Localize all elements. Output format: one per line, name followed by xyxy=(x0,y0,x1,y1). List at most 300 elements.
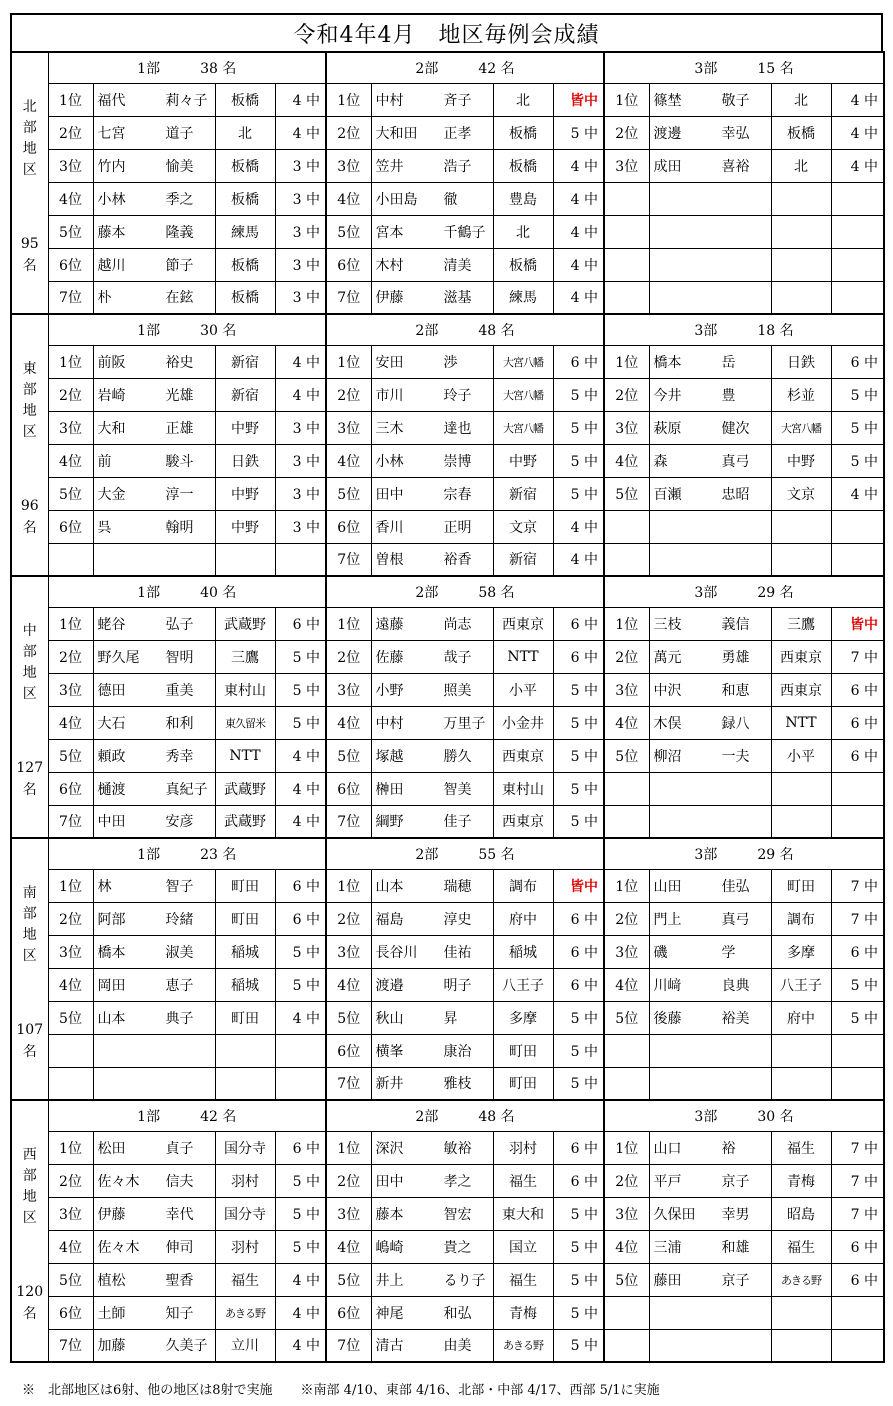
district-total-part: 107 xyxy=(16,1022,44,1038)
name-cell xyxy=(371,1329,493,1362)
rank-cell xyxy=(604,215,649,248)
score-cell: 4 中 xyxy=(831,83,884,116)
rank-cell: 7位 xyxy=(326,1067,371,1100)
table-row xyxy=(11,902,884,935)
club-cell xyxy=(771,1034,831,1067)
name-cell xyxy=(93,1131,215,1164)
given-name: 和弘 xyxy=(443,1305,472,1322)
club-cell: 福生 xyxy=(771,1131,831,1164)
rank-cell: 4位 xyxy=(326,706,371,739)
results-sheet xyxy=(10,13,883,1363)
given-name: 玲緒 xyxy=(165,911,194,928)
name-cell xyxy=(649,182,771,215)
given-name: 智明 xyxy=(165,649,194,666)
surname: 後藤 xyxy=(653,1010,682,1027)
club-cell: 大宮八幡 xyxy=(493,345,553,378)
table-row xyxy=(11,1296,884,1329)
surname: 綱野 xyxy=(375,814,404,831)
given-name: 淳史 xyxy=(443,911,472,928)
name-cell xyxy=(93,477,215,510)
score-cell xyxy=(831,1067,884,1100)
given-name: 宗春 xyxy=(443,486,472,503)
score-cell: 7 中 xyxy=(831,1164,884,1197)
district-total-part: 名 xyxy=(22,782,37,798)
given-name: 秀幸 xyxy=(165,748,194,765)
score-cell: 3 中 xyxy=(275,510,326,543)
name-cell xyxy=(371,1296,493,1329)
division-count: 48 名 xyxy=(478,322,515,339)
table-row xyxy=(11,1329,884,1362)
given-name: 智子 xyxy=(165,878,194,895)
score-cell: 6 中 xyxy=(275,902,326,935)
surname: 山本 xyxy=(97,1010,126,1027)
given-name: 滋基 xyxy=(443,290,472,307)
rank-cell: 2位 xyxy=(604,378,649,411)
score-cell: 5 中 xyxy=(275,640,326,673)
surname: 松田 xyxy=(97,1140,126,1157)
club-cell: 福生 xyxy=(215,1263,275,1296)
score-cell: 4 中 xyxy=(553,182,604,215)
rank-cell xyxy=(604,182,649,215)
club-cell xyxy=(771,215,831,248)
score-cell: 4 中 xyxy=(275,1263,326,1296)
district-name-char: 地 xyxy=(22,141,37,157)
name-cell xyxy=(649,607,771,640)
name-cell xyxy=(649,378,771,411)
rank-cell: 3位 xyxy=(604,935,649,968)
name-cell xyxy=(93,1001,215,1034)
score-cell: 4 中 xyxy=(275,116,326,149)
club-cell: 文京 xyxy=(771,477,831,510)
name-cell xyxy=(371,805,493,838)
name-cell xyxy=(649,902,771,935)
given-name: 雅枝 xyxy=(443,1076,472,1093)
rank-cell: 1位 xyxy=(604,607,649,640)
surname: 中村 xyxy=(375,92,404,109)
rank-cell: 5位 xyxy=(326,215,371,248)
given-name: 道子 xyxy=(165,125,194,142)
surname: 樋渡 xyxy=(97,781,126,798)
name-cell xyxy=(649,1034,771,1067)
given-name: 久美子 xyxy=(165,1338,208,1355)
rank-cell: 5位 xyxy=(326,477,371,510)
given-name: 照美 xyxy=(443,682,472,699)
club-cell: あきる野 xyxy=(493,1329,553,1362)
club-cell xyxy=(771,543,831,576)
club-cell: 板橋 xyxy=(215,248,275,281)
rank-cell: 2位 xyxy=(48,902,93,935)
club-cell: 武蔵野 xyxy=(215,805,275,838)
given-name: 正明 xyxy=(443,519,472,536)
table-row xyxy=(11,935,884,968)
surname: 藤本 xyxy=(375,1206,404,1223)
rank-cell xyxy=(604,281,649,314)
division-header xyxy=(48,1100,326,1131)
surname: 藤田 xyxy=(653,1272,682,1289)
given-name: 崇博 xyxy=(443,453,472,470)
club-cell xyxy=(771,281,831,314)
rank-cell: 2位 xyxy=(326,116,371,149)
score-cell: 4 中 xyxy=(831,477,884,510)
score-cell xyxy=(831,248,884,281)
club-cell: 町田 xyxy=(215,1001,275,1034)
division-count: 58 名 xyxy=(478,584,515,601)
district-name-char: 中 xyxy=(22,623,37,639)
rank-cell: 2位 xyxy=(326,378,371,411)
club-cell: 小平 xyxy=(771,739,831,772)
given-name: 知子 xyxy=(165,1305,194,1322)
table-row xyxy=(11,149,884,182)
club-cell xyxy=(771,182,831,215)
club-cell: 日鉄 xyxy=(771,345,831,378)
surname: 野久尾 xyxy=(97,649,140,666)
given-name: 裕 xyxy=(721,1140,736,1157)
district-total-part: 127 xyxy=(16,760,44,776)
given-name: 京子 xyxy=(721,1272,750,1289)
division-label: 1部 xyxy=(137,584,161,601)
score-cell xyxy=(831,543,884,576)
rank-cell: 5位 xyxy=(326,1001,371,1034)
division-count: 30 名 xyxy=(757,1108,794,1125)
surname: 大金 xyxy=(97,486,126,503)
division-header xyxy=(48,52,326,83)
given-name: 恵子 xyxy=(165,977,194,994)
surname: 阿部 xyxy=(97,911,126,928)
name-cell xyxy=(649,968,771,1001)
score-cell: 5 中 xyxy=(553,1001,604,1034)
club-cell: 町田 xyxy=(493,1034,553,1067)
given-name: 翰明 xyxy=(165,519,194,536)
table-row xyxy=(11,83,884,116)
club-cell: 福生 xyxy=(493,1164,553,1197)
name-cell xyxy=(93,1067,215,1100)
name-cell xyxy=(649,640,771,673)
rank-cell: 3位 xyxy=(604,149,649,182)
division-label: 1部 xyxy=(137,846,161,863)
name-cell xyxy=(93,739,215,772)
division-count: 29 名 xyxy=(757,584,794,601)
given-name: 愉美 xyxy=(165,158,194,175)
club-cell xyxy=(771,248,831,281)
name-cell xyxy=(371,607,493,640)
score-cell: 5 中 xyxy=(831,968,884,1001)
surname: 林 xyxy=(97,878,112,895)
rank-cell: 6位 xyxy=(326,510,371,543)
rank-cell: 7位 xyxy=(326,543,371,576)
name-cell xyxy=(93,345,215,378)
rank-cell: 4位 xyxy=(48,444,93,477)
division-header xyxy=(326,314,604,345)
surname: 中沢 xyxy=(653,682,682,699)
rank-cell xyxy=(604,1034,649,1067)
score-cell: 4 中 xyxy=(275,345,326,378)
surname: 竹内 xyxy=(97,158,126,175)
rank-cell: 4位 xyxy=(326,968,371,1001)
club-cell: 板橋 xyxy=(493,116,553,149)
club-cell: 板橋 xyxy=(215,83,275,116)
district-total-part: 名 xyxy=(22,1044,37,1060)
club-cell: 府中 xyxy=(493,902,553,935)
given-name: 豊 xyxy=(721,387,736,404)
table-row xyxy=(11,1197,884,1230)
rank-cell xyxy=(48,1034,93,1067)
name-cell xyxy=(371,706,493,739)
rank-cell: 5位 xyxy=(326,739,371,772)
surname: 七宮 xyxy=(97,125,126,142)
given-name: 敬子 xyxy=(721,92,750,109)
name-cell xyxy=(649,444,771,477)
given-name: 忠昭 xyxy=(721,486,750,503)
rank-cell: 5位 xyxy=(48,739,93,772)
name-cell xyxy=(371,345,493,378)
score-cell: 6 中 xyxy=(831,345,884,378)
name-cell xyxy=(93,1329,215,1362)
name-cell xyxy=(649,83,771,116)
rank-cell: 5位 xyxy=(604,477,649,510)
given-name: 典子 xyxy=(165,1010,194,1027)
division-count: 48 名 xyxy=(478,1108,515,1125)
rank-cell: 3位 xyxy=(326,1197,371,1230)
district-total-part: 95 xyxy=(20,236,39,252)
score-cell: 5 中 xyxy=(275,935,326,968)
club-cell: 豊島 xyxy=(493,182,553,215)
score-cell: 6 中 xyxy=(275,1131,326,1164)
rank-cell: 4位 xyxy=(326,182,371,215)
rank-cell: 1位 xyxy=(604,345,649,378)
given-name: 勇雄 xyxy=(721,649,750,666)
name-cell xyxy=(371,215,493,248)
given-name: 淳一 xyxy=(165,486,194,503)
club-cell: 西東京 xyxy=(771,673,831,706)
score-cell xyxy=(831,805,884,838)
club-cell xyxy=(771,805,831,838)
rank-cell xyxy=(604,1329,649,1362)
given-name: 康治 xyxy=(443,1043,472,1060)
name-cell xyxy=(93,1034,215,1067)
surname: 久保田 xyxy=(653,1206,696,1223)
division-label: 2部 xyxy=(415,322,439,339)
surname: 土師 xyxy=(97,1305,126,1322)
table-row xyxy=(11,182,884,215)
score-cell: 7 中 xyxy=(831,640,884,673)
club-cell: 大宮八幡 xyxy=(493,378,553,411)
surname: 佐々木 xyxy=(97,1173,140,1190)
score-cell: 5 中 xyxy=(275,1164,326,1197)
table-row xyxy=(11,1067,884,1100)
rank-cell: 6位 xyxy=(326,772,371,805)
district-name-char: 区 xyxy=(22,686,37,702)
name-cell xyxy=(93,706,215,739)
surname: 宮本 xyxy=(375,224,404,241)
club-cell: 福生 xyxy=(771,1230,831,1263)
score-cell xyxy=(831,1296,884,1329)
rank-cell xyxy=(604,543,649,576)
name-cell xyxy=(649,510,771,543)
club-cell: 福生 xyxy=(493,1263,553,1296)
name-cell xyxy=(649,805,771,838)
surname: 渡邊 xyxy=(653,125,682,142)
rank-cell: 5位 xyxy=(48,1263,93,1296)
given-name: 在鉉 xyxy=(165,290,194,307)
name-cell xyxy=(93,510,215,543)
rank-cell: 1位 xyxy=(48,869,93,902)
division-header xyxy=(48,838,326,869)
division-count: 18 名 xyxy=(757,322,794,339)
rank-cell: 3位 xyxy=(48,673,93,706)
table-row xyxy=(11,739,884,772)
district-name-char: 区 xyxy=(22,424,37,440)
name-cell xyxy=(649,411,771,444)
name-cell xyxy=(371,543,493,576)
club-cell: 羽村 xyxy=(215,1230,275,1263)
results-table xyxy=(10,51,885,1363)
name-cell xyxy=(371,1034,493,1067)
surname: 遠藤 xyxy=(375,616,404,633)
rank-cell: 1位 xyxy=(48,1131,93,1164)
name-cell xyxy=(371,411,493,444)
district-name-char: 西 xyxy=(22,1147,37,1163)
club-cell: 中野 xyxy=(215,411,275,444)
name-cell xyxy=(371,772,493,805)
surname: 長谷川 xyxy=(375,944,418,961)
name-cell xyxy=(93,772,215,805)
name-cell xyxy=(93,215,215,248)
surname: 横峯 xyxy=(375,1043,404,1060)
score-cell xyxy=(831,215,884,248)
district-name-char: 部 xyxy=(22,906,37,922)
club-cell: 町田 xyxy=(771,869,831,902)
surname: 大和田 xyxy=(375,125,418,142)
club-cell: 多摩 xyxy=(771,935,831,968)
score-cell: 5 中 xyxy=(275,968,326,1001)
score-cell xyxy=(275,543,326,576)
club-cell: 板橋 xyxy=(771,116,831,149)
club-cell: 多摩 xyxy=(493,1001,553,1034)
division-count: 38 名 xyxy=(200,60,237,77)
rank-cell xyxy=(48,1067,93,1100)
score-cell: 5 中 xyxy=(553,1263,604,1296)
score-cell: 3 中 xyxy=(275,215,326,248)
name-cell xyxy=(93,411,215,444)
given-name: 徹 xyxy=(443,191,458,208)
club-cell: 板橋 xyxy=(215,281,275,314)
score-cell: 6 中 xyxy=(553,1164,604,1197)
name-cell xyxy=(93,1164,215,1197)
rank-cell: 3位 xyxy=(48,1197,93,1230)
table-row xyxy=(11,607,884,640)
page-title xyxy=(10,13,883,51)
club-cell: 町田 xyxy=(215,869,275,902)
table-row xyxy=(11,1001,884,1034)
name-cell xyxy=(371,935,493,968)
surname: 百瀬 xyxy=(653,486,682,503)
given-name: 貞子 xyxy=(165,1140,194,1157)
score-cell: 5 中 xyxy=(275,1197,326,1230)
club-cell: 小平 xyxy=(493,673,553,706)
name-cell xyxy=(371,182,493,215)
table-row xyxy=(11,1131,884,1164)
club-cell: 東村山 xyxy=(215,673,275,706)
surname: 三枝 xyxy=(653,616,682,633)
district-name-cell xyxy=(11,52,48,314)
score-cell: 6 中 xyxy=(553,968,604,1001)
name-cell xyxy=(371,1263,493,1296)
footnote-right: ※南部 4/10、東部 4/16、北部・中部 4/17、西部 5/1に実施 xyxy=(300,1383,660,1398)
surname: 磯 xyxy=(653,944,668,961)
club-cell: 西東京 xyxy=(771,640,831,673)
given-name: 光雄 xyxy=(165,387,194,404)
district-total-part: 名 xyxy=(22,1306,37,1322)
score-cell: 6 中 xyxy=(553,1131,604,1164)
surname: 渡邉 xyxy=(375,977,404,994)
division-header xyxy=(604,52,884,83)
division-header xyxy=(326,576,604,607)
surname: 井上 xyxy=(375,1272,404,1289)
score-cell: 4 中 xyxy=(275,805,326,838)
score-cell: 5 中 xyxy=(553,477,604,510)
rank-cell xyxy=(604,772,649,805)
score-cell: 5 中 xyxy=(831,411,884,444)
division-header xyxy=(326,1100,604,1131)
rank-cell: 3位 xyxy=(604,411,649,444)
score-cell: 6 中 xyxy=(275,607,326,640)
name-cell xyxy=(93,116,215,149)
club-cell: 羽村 xyxy=(493,1131,553,1164)
club-cell xyxy=(771,1329,831,1362)
given-name: 瑞穂 xyxy=(443,878,472,895)
division-label: 3部 xyxy=(694,60,718,77)
given-name: 裕美 xyxy=(721,1010,750,1027)
division-label: 2部 xyxy=(415,584,439,601)
score-cell: 3 中 xyxy=(275,248,326,281)
surname: 福代 xyxy=(97,92,126,109)
table-row xyxy=(11,411,884,444)
division-label: 2部 xyxy=(415,846,439,863)
name-cell xyxy=(649,869,771,902)
score-cell xyxy=(831,510,884,543)
division-count: 23 名 xyxy=(200,846,237,863)
score-cell: 5 中 xyxy=(553,805,604,838)
given-name: 由美 xyxy=(443,1338,472,1355)
name-cell xyxy=(371,477,493,510)
division-label: 1部 xyxy=(137,322,161,339)
given-name: 勝久 xyxy=(443,748,472,765)
score-cell: 4 中 xyxy=(275,739,326,772)
surname: 今井 xyxy=(653,387,682,404)
division-count: 42 名 xyxy=(478,60,515,77)
name-cell xyxy=(649,116,771,149)
district-total-part: 96 xyxy=(20,498,39,514)
name-cell xyxy=(371,1230,493,1263)
name-cell xyxy=(649,1001,771,1034)
given-name: 和雄 xyxy=(721,1239,750,1256)
given-name: 節子 xyxy=(165,257,194,274)
surname: 笠井 xyxy=(375,158,404,175)
club-cell: 練馬 xyxy=(493,281,553,314)
given-name: 岳 xyxy=(721,354,736,371)
rank-cell: 5位 xyxy=(604,1001,649,1034)
table-row xyxy=(11,1230,884,1263)
given-name: 弘子 xyxy=(165,616,194,633)
given-name: 佳弘 xyxy=(721,878,750,895)
division-count: 29 名 xyxy=(757,846,794,863)
rank-cell: 1位 xyxy=(326,869,371,902)
club-cell: 昭島 xyxy=(771,1197,831,1230)
name-cell xyxy=(649,706,771,739)
given-name: 真弓 xyxy=(721,453,750,470)
given-name: 重美 xyxy=(165,682,194,699)
rank-cell: 2位 xyxy=(604,116,649,149)
